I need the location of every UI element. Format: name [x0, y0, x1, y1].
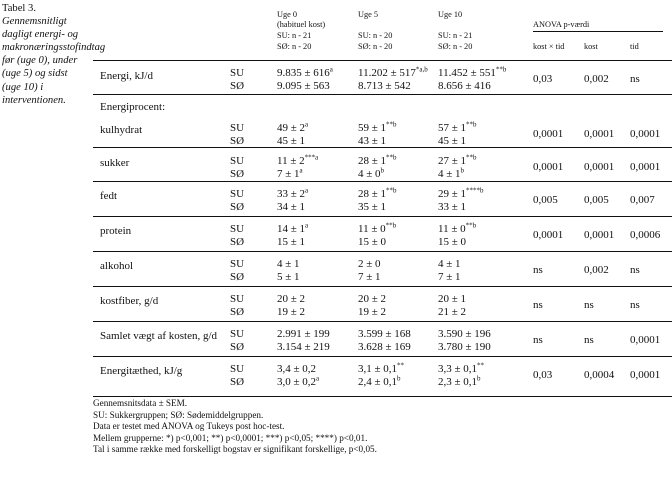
anova-p-value: ns [533, 299, 543, 311]
value-week0: $14 \pm 1^a$ [277, 221, 309, 235]
value-week5: 19 ± 2 [358, 306, 387, 318]
anova-col-interaction: kost × tid [533, 42, 565, 51]
week0-title: Uge 0 [277, 10, 298, 19]
value-week0: 20 ± 2 [277, 293, 306, 305]
group-so-label: SØ [230, 236, 245, 248]
anova-p-value: 0,0001 [533, 229, 564, 241]
row-divider [93, 321, 672, 322]
anova-p-value: 0,005 [533, 194, 558, 206]
anova-p-value: 0,0001 [533, 161, 564, 173]
value-week0: $7 \pm 1^a$ [277, 166, 303, 180]
group-so-label: SØ [230, 306, 245, 318]
anova-p-value: ns [533, 264, 543, 276]
value-week0: 34 ± 1 [277, 201, 306, 213]
footnotes [93, 398, 672, 456]
anova-p-value: ns [630, 264, 640, 276]
week5-title: Uge 5 [358, 10, 379, 19]
row-divider [93, 181, 672, 182]
value-week0: 3,4 ± 0,2 [277, 363, 317, 375]
anova-p-value: 0,0001 [533, 128, 564, 140]
week5-su-n: SU: n - 20 [358, 31, 393, 40]
group-so-label: SØ [230, 168, 245, 180]
row-divider [93, 356, 672, 357]
group-so-label: SØ [230, 271, 245, 283]
row-label: alkohol [100, 260, 133, 272]
row-divider [93, 251, 672, 252]
table-caption [2, 2, 106, 107]
value-week10: 45 ± 1 [438, 135, 467, 147]
anova-col-tid: tid [630, 42, 639, 51]
row-divider [93, 396, 672, 397]
footnote: SU: Sukkergruppen; SØ: Sødemiddelgruppen. [93, 409, 264, 420]
group-su-label: SU [230, 293, 245, 305]
row-label: Samlet vægt af kosten, g/d [100, 330, 218, 342]
table-header [93, 0, 672, 61]
value-week10: $57 \pm 1^{**b}$ [438, 120, 477, 134]
anova-p-value: ns [533, 334, 543, 346]
value-week10: 15 ± 0 [438, 236, 467, 248]
value-week10: $11.452 \pm 551^{**b}$ [438, 65, 507, 79]
week10-title: Uge 10 [438, 10, 463, 19]
value-week10: 21 ± 2 [438, 306, 467, 318]
anova-p-value: ns [630, 73, 640, 85]
value-week0: 15 ± 1 [277, 236, 306, 248]
week5-so-n: SØ: n - 20 [358, 42, 393, 51]
value-week5: 3.599 ± 168 [358, 328, 411, 340]
anova-p-value: 0,0004 [584, 369, 615, 381]
row-label: sukker [100, 157, 130, 169]
value-week0: $49 \pm 2^a$ [277, 120, 309, 134]
week10-su-n: SU: n - 21 [438, 31, 473, 40]
anova-p-value: ns [630, 299, 640, 311]
anova-p-value: 0,03 [533, 73, 553, 85]
value-week10: $29 \pm 1^{****b}$ [438, 186, 484, 200]
row-label: Energitæthed, kJ/g [100, 365, 183, 377]
group-su-label: SU [230, 328, 245, 340]
row-divider [93, 60, 672, 61]
value-week5: $28 \pm 1^{**b}$ [358, 153, 397, 167]
anova-p-value: ns [584, 334, 594, 346]
value-week5: $11.202 \pm 517^{*a,b}$ [358, 65, 428, 79]
value-week10: 3,3 ± 0,1** [438, 361, 485, 375]
value-week10: $11 \pm 0^{**b}$ [438, 221, 477, 235]
value-week5: 35 ± 1 [358, 201, 387, 213]
value-week10: $4 \pm 1^b$ [438, 166, 465, 180]
value-week0: $33 \pm 2^a$ [277, 186, 309, 200]
value-week10: 8.656 ± 416 [438, 80, 491, 92]
value-week5: 43 ± 1 [358, 135, 387, 147]
group-su-label: SU [230, 363, 245, 375]
week0-subtitle: (habituel kost) [277, 20, 326, 29]
group-so-label: SØ [230, 376, 245, 388]
row-label: kulhydrat [100, 124, 143, 136]
value-week0: 45 ± 1 [277, 135, 306, 147]
value-week0: 3,0 ± 0,2$^a$ [277, 374, 320, 388]
value-week5: 7 ± 1 [358, 271, 381, 283]
value-week10: 7 ± 1 [438, 271, 461, 283]
group-so-label: SØ [230, 341, 245, 353]
section-heading: Energiprocent: [100, 101, 166, 113]
anova-p-value: 0,0001 [630, 369, 661, 381]
value-week5: $4 \pm 0^b$ [358, 166, 385, 180]
value-week0: 19 ± 2 [277, 306, 306, 318]
value-week5: 8.713 ± 542 [358, 80, 411, 92]
group-su-label: SU [230, 122, 245, 134]
value-week10: 33 ± 1 [438, 201, 467, 213]
value-week5: 20 ± 2 [358, 293, 387, 305]
footnote: Mellem grupperne: *) p<0,001; **) p<0,0001; ***) p<0,05; ****) p<0,01. [93, 432, 368, 443]
caption-text: Gennemsnitligt dagligt energi- og makronæringsstofindtag før (uge 0), under (uge 5) og sidst (uge 10) i interventionen. [2, 16, 106, 106]
anova-p-value: 0,0001 [630, 161, 661, 173]
value-week10: 2,3 ± 0,1$^b$ [438, 374, 481, 388]
value-week10: 3.780 ± 190 [438, 341, 491, 353]
row-label: fedt [100, 190, 118, 202]
group-so-label: SØ [230, 135, 245, 147]
anova-p-value: 0,03 [533, 369, 553, 381]
anova-p-value: 0,002 [584, 73, 609, 85]
value-week0: 3.154 ± 219 [277, 341, 330, 353]
anova-p-value: 0,0006 [630, 229, 661, 241]
row-label: protein [100, 225, 132, 237]
group-so-label: SØ [230, 201, 245, 213]
value-week0: 4 ± 1 [277, 258, 300, 270]
group-su-label: SU [230, 67, 245, 79]
anova-p-value: 0,0001 [630, 128, 661, 140]
row-label: kostfiber, g/d [100, 295, 159, 307]
row-divider [93, 94, 672, 95]
group-su-label: SU [230, 258, 245, 270]
value-week5: $28 \pm 1^{**b}$ [358, 186, 397, 200]
anova-p-value: 0,0001 [584, 128, 615, 140]
week0-su-n: SU: n - 21 [277, 31, 312, 40]
week10-so-n: SØ: n - 20 [438, 42, 473, 51]
group-su-label: SU [230, 188, 245, 200]
anova-title: ANOVA p-værdi [533, 20, 590, 29]
row-divider [93, 216, 672, 217]
footnote: Data er testet med ANOVA og Tukeys post hoc-test. [93, 421, 285, 432]
caption-label: Tabel 3. [2, 3, 36, 14]
value-week5: $11 \pm 0^{**b}$ [358, 221, 397, 235]
week0-so-n: SØ: n - 20 [277, 42, 312, 51]
value-week10: 4 ± 1 [438, 258, 461, 270]
value-week5: 15 ± 0 [358, 236, 387, 248]
anova-p-value: 0,0001 [584, 229, 615, 241]
anova-p-value: 0,005 [584, 194, 609, 206]
footnote: Gennemsnitsdata ± SEM. [93, 398, 188, 408]
anova-p-value: ns [584, 299, 594, 311]
value-week5: 2 ± 0 [358, 258, 381, 270]
value-week0: $11 \pm 2^{***a}$ [277, 153, 319, 167]
group-so-label: SØ [230, 80, 245, 92]
value-week0: 5 ± 1 [277, 271, 300, 283]
value-week10: $27 \pm 1^{**b}$ [438, 153, 477, 167]
value-week5: $59 \pm 1^{**b}$ [358, 120, 397, 134]
anova-p-value: 0,0001 [584, 161, 615, 173]
group-su-label: SU [230, 223, 245, 235]
value-week10: 3.590 ± 196 [438, 328, 491, 340]
value-week5: 3,1 ± 0,1** [358, 361, 405, 375]
value-week0: 2.991 ± 199 [277, 328, 330, 340]
anova-p-value: 0,002 [584, 264, 609, 276]
row-divider [93, 286, 672, 287]
anova-p-value: 0,007 [630, 194, 655, 206]
value-week5: 2,4 ± 0,1$^b$ [358, 374, 401, 388]
value-week5: 3.628 ± 169 [358, 341, 411, 353]
anova-col-kost: kost [584, 42, 598, 51]
footnote: Tal i samme række med forskelligt bogstav er signifikant forskellige, p<0,05. [93, 444, 377, 455]
row-divider [93, 147, 672, 148]
nutrition-table [93, 0, 672, 61]
value-week0: $9.835 \pm 616^a$ [277, 65, 333, 79]
anova-p-value: 0,0001 [630, 334, 661, 346]
value-week0: 9.095 ± 563 [277, 80, 330, 92]
group-su-label: SU [230, 155, 245, 167]
value-week10: 20 ± 1 [438, 293, 467, 305]
row-label: Energi, kJ/d [100, 70, 153, 82]
